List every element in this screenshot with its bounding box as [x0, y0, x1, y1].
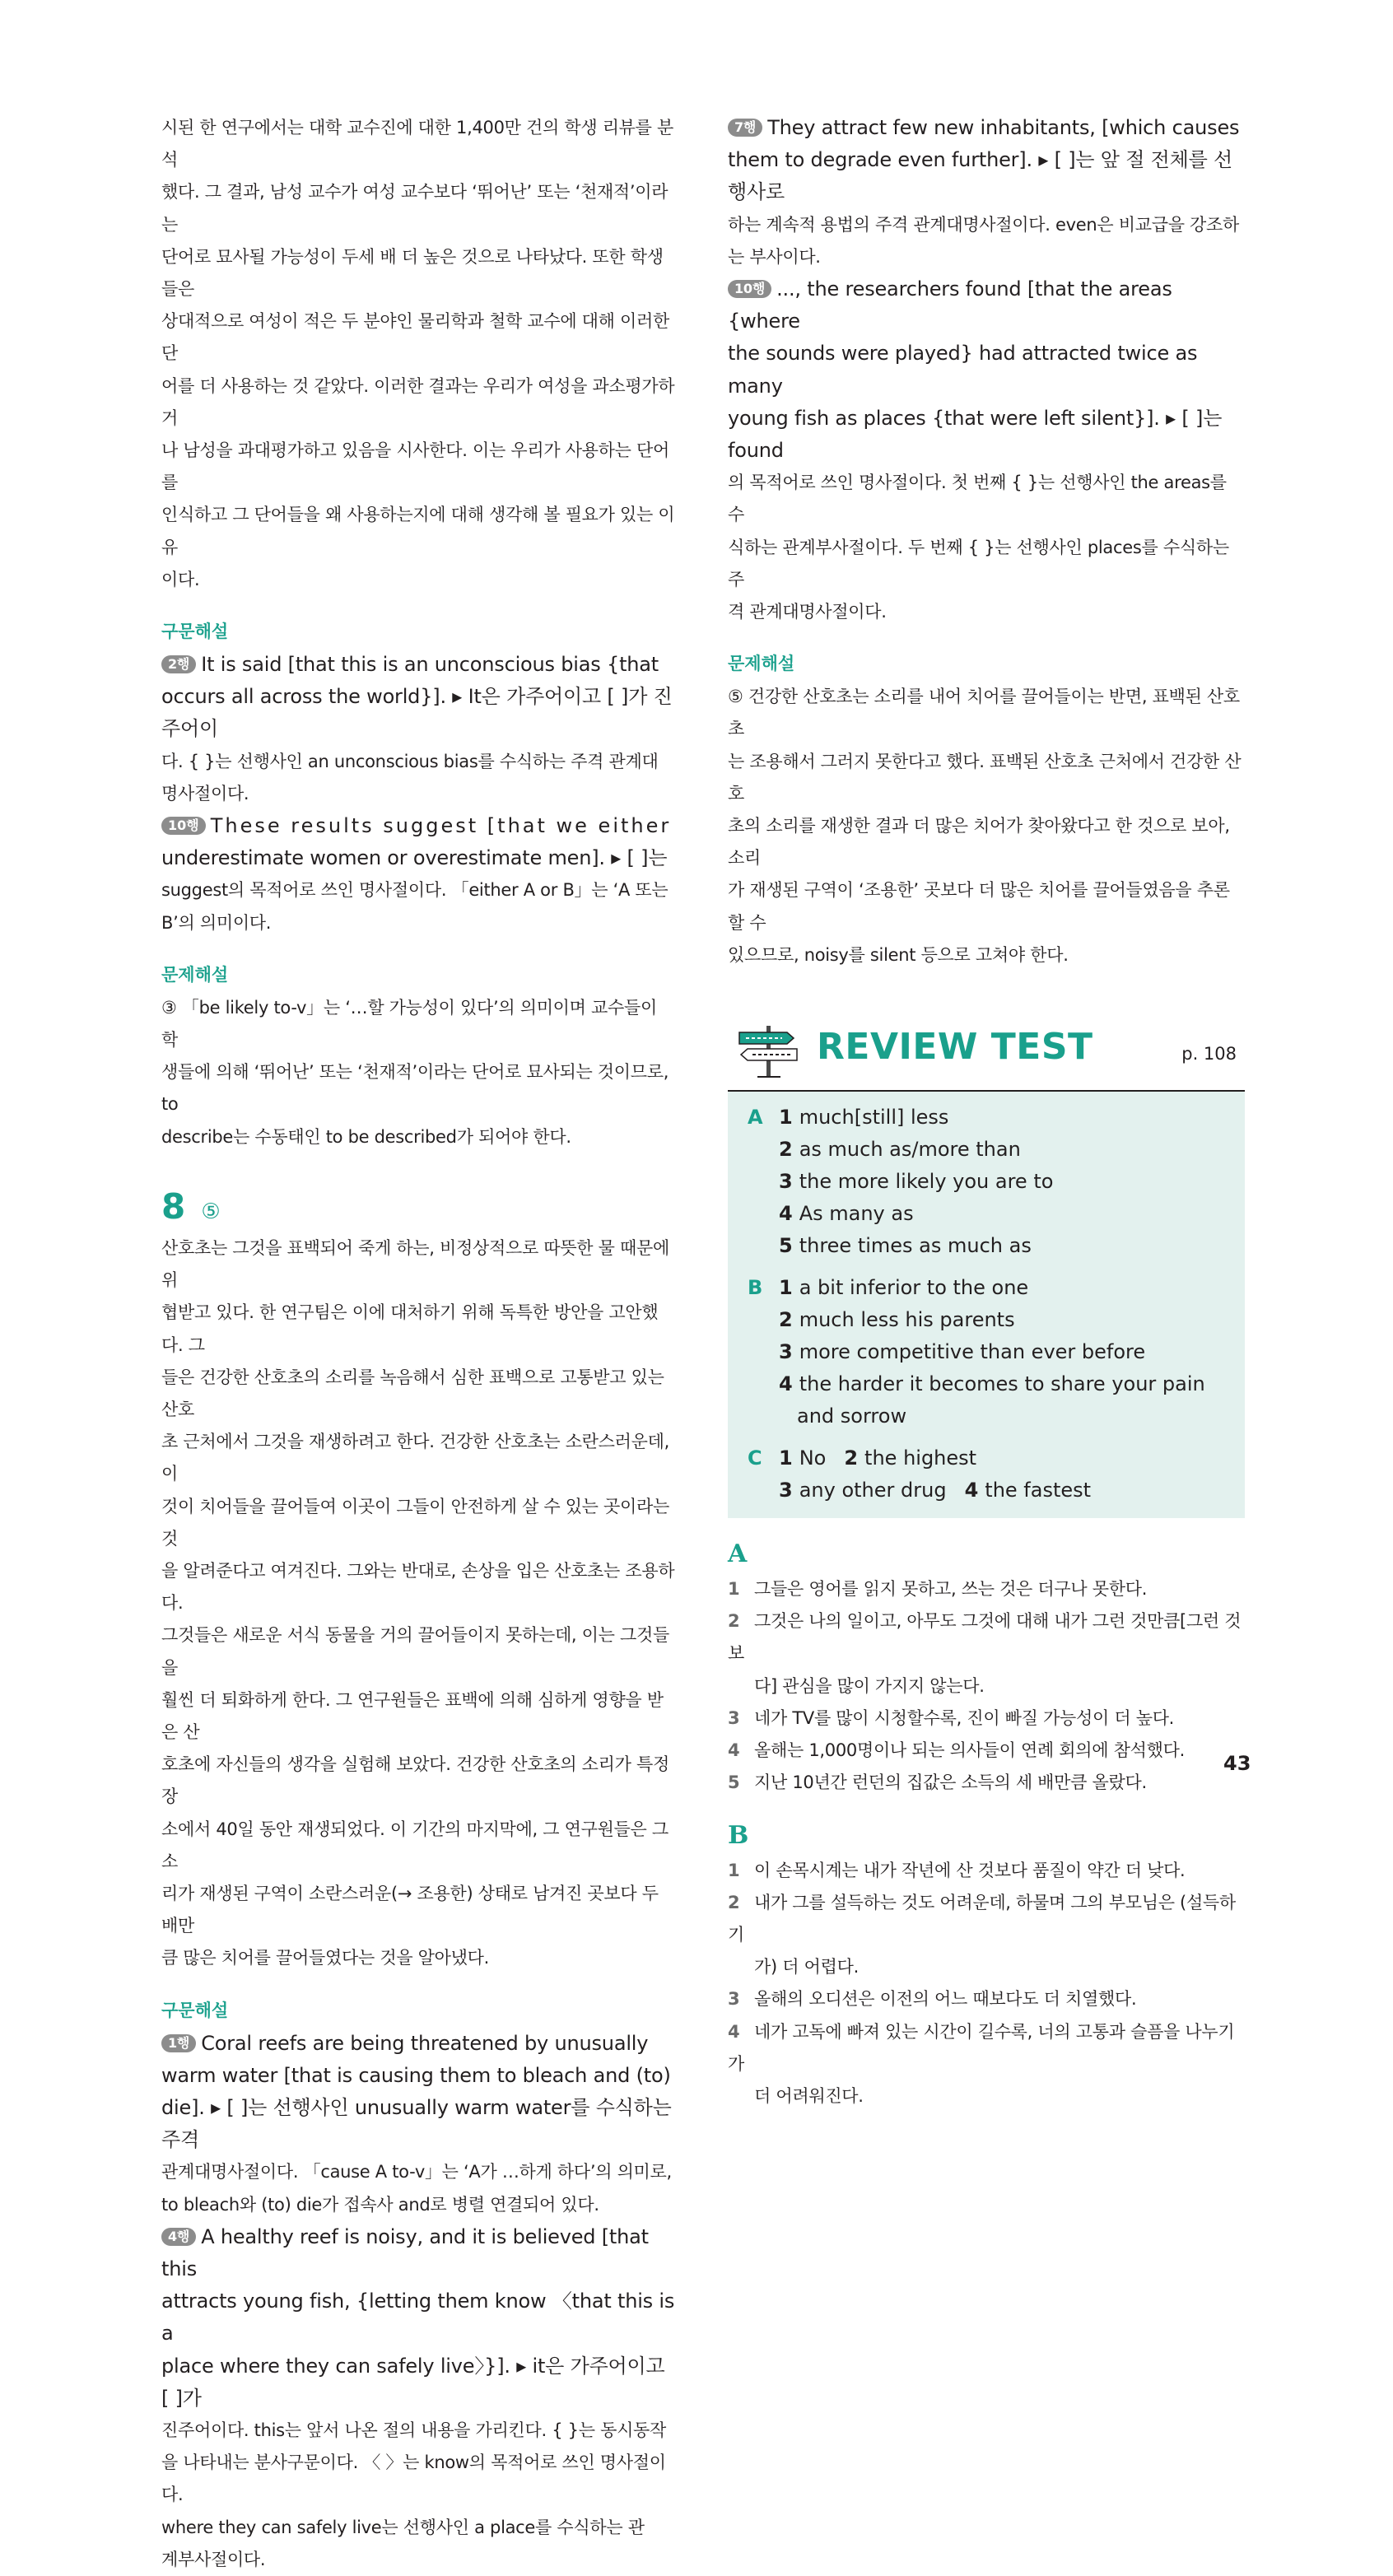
page-reference: p. 108: [1181, 1044, 1237, 1064]
text-line: the sounds were played} had attracted twice as many: [728, 342, 1198, 398]
text-line: 관계대명사절이다. 「cause A to-v」는 ‘A가 …하게 하다’의 의미로,: [161, 2162, 672, 2182]
answer-text: the highest: [864, 1446, 977, 1470]
review-group-b: [748, 1272, 1225, 1432]
line-tag: 2행: [161, 655, 196, 673]
group-letter: A: [748, 1106, 763, 1130]
answer-number: 3: [779, 1340, 793, 1364]
intro-translation: [161, 112, 678, 596]
line-tag: 4행: [161, 2228, 196, 2246]
list-item-cont: 다] 관심을 많이 가지지 않는다.: [754, 1675, 985, 1696]
syntax-note: [161, 2221, 678, 2576]
note-text: Coral reefs are being threatened by unusually: [201, 2031, 649, 2055]
list-item: [728, 2016, 1245, 2080]
answer-row: [748, 1198, 1225, 1230]
text-line: 그것들은 새로운 서식 동물을 거의 끌어들이지 못하는데, 이는 그것들을: [161, 1625, 669, 1678]
syntax-note: [728, 112, 1245, 273]
left-column: [161, 112, 678, 2576]
text-line: 격 관계대명사절이다.: [728, 602, 887, 622]
text-line: underestimate women or overestimate men]. ▸ [ ]는: [161, 846, 668, 870]
note-text: It is said [that this is an unconscious bias {that: [201, 653, 659, 677]
list-item: [728, 1983, 1245, 2015]
group-letter: B: [748, 1276, 763, 1300]
page-number: 43: [1223, 1752, 1251, 1775]
section-a-translations: [728, 1573, 1245, 1799]
line-tag: 10행: [161, 817, 206, 835]
answer-row: [748, 1102, 1225, 1134]
answer-number: 2: [779, 1138, 793, 1162]
question-number: 8: [161, 1186, 186, 1227]
item-text: 지난 10년간 런던의 집값은 소득의 세 배만큼 올랐다.: [754, 1772, 1147, 1793]
review-test-title: REVIEW TEST: [817, 1026, 1093, 1069]
answer-text: as much as/more than: [799, 1138, 1021, 1162]
question-answer: ⑤: [201, 1199, 221, 1224]
item-number: 3: [728, 1989, 740, 2010]
item-number: 2: [728, 1611, 740, 1632]
answer-row: [748, 1134, 1225, 1166]
answer-row: [748, 1442, 1225, 1474]
text-line: 하는 계속적 용법의 주격 관계대명사절이다. even은 비교급을 강조하: [728, 214, 1240, 235]
answer-number: 3: [779, 1170, 793, 1194]
text-line: occurs all across the world}]. ▸ It은 가주어이고 [ ]가 진주어이: [161, 685, 673, 741]
text-line: 이다.: [161, 569, 200, 589]
answer-text: the more likely you are to: [799, 1170, 1054, 1194]
section-b-label: B: [728, 1820, 749, 1850]
text-line: 협받고 있다. 한 연구팀은 이에 대처하기 위해 독특한 방안을 고안했다. 그: [161, 1302, 659, 1355]
line-tag: 7행: [728, 119, 762, 137]
passage-translation: [161, 1232, 678, 1975]
review-test-header: [728, 1016, 1245, 1092]
section-a-label: A: [728, 1540, 748, 1569]
text-line: [161, 2028, 678, 2060]
note-text: A healthy reef is noisy, and it is believed [that this: [161, 2224, 649, 2280]
note-text: ..., the researchers found [that the areas {where: [728, 277, 1172, 333]
text-line: 단어로 묘사될 가능성이 두세 배 더 높은 것으로 나타났다. 또한 학생들은: [161, 246, 664, 300]
text-line: describe는 수동태인 to be described가 되어야 한다.: [161, 1126, 571, 1147]
text-line: 진주어이다. this는 앞서 나온 절의 내용을 가리킨다. { }는 동시동작: [161, 2420, 667, 2440]
answer-number: 2: [844, 1446, 859, 1470]
answer-row: [748, 1166, 1225, 1198]
text-line: 어를 더 사용하는 것 같았다. 이러한 결과는 우리가 여성을 과소평가하거: [161, 375, 675, 428]
answer-number: 4: [779, 1372, 793, 1396]
text-line: B’의 의미이다.: [161, 912, 272, 933]
answer-text: a bit inferior to the one: [799, 1276, 1029, 1300]
text-line: 있으므로, noisy를 silent 등으로 고쳐야 한다.: [728, 944, 1069, 965]
text-line: 했다. 그 결과, 남성 교수가 여성 교수보다 ‘뛰어난’ 또는 ‘천재적’이라는: [161, 182, 669, 235]
list-item: [728, 1703, 1245, 1735]
text-line: 호초에 자신들의 생각을 실험해 보았다. 건강한 산호초의 소리가 특정 장: [161, 1754, 669, 1807]
text-line: 큼 많은 치어를 끌어들였다는 것을 알아냈다.: [161, 1948, 489, 1968]
text-line: 훨씬 더 퇴화하게 한다. 그 연구원들은 표백에 의해 심하게 영향을 받은 산: [161, 1689, 664, 1742]
problem-explanation: [728, 681, 1245, 971]
item-text: 올해는 1,000명이나 되는 의사들이 연례 회의에 참석했다.: [754, 1740, 1185, 1761]
text-line: 식하는 관계부사절이다. 두 번째 { }는 선행사인 places를 수식하는 주: [728, 537, 1229, 589]
answer-row: [748, 1368, 1225, 1400]
list-item: [728, 1887, 1245, 1951]
text-line: place where they can safely live〉}]. ▸ it은 가주어이고 [ ]가: [161, 2354, 665, 2410]
answer-text: any other drug: [799, 1479, 947, 1502]
line-tag: 1행: [161, 2034, 196, 2052]
text-line: [728, 112, 1245, 144]
answer-number: 3: [779, 1479, 793, 1502]
text-line: 는 부사이다.: [728, 246, 821, 267]
item-text: 그것은 나의 일이고, 아무도 그것에 대해 내가 그런 것만큼[그런 것보: [728, 1611, 1242, 1664]
item-number: 4: [728, 2021, 740, 2042]
answer-row: [748, 1474, 1225, 1507]
item-text: 이 손목시계는 내가 작년에 산 것보다 품질이 약간 더 낮다.: [754, 1860, 1186, 1880]
text-line: [161, 649, 678, 681]
item-number: 1: [728, 1579, 740, 1600]
problem-explanation: [161, 992, 678, 1153]
problem-heading: 문제해설: [161, 964, 229, 985]
question-header: [161, 1186, 678, 1232]
syntax-note: [161, 2028, 678, 2221]
text-line: 것이 치어들을 끌어들여 이곳이 그들이 안전하게 살 수 있는 곳이라는 것: [161, 1496, 669, 1549]
answer-text: the harder it becomes to share your pain: [799, 1372, 1205, 1396]
answer-number: 2: [779, 1308, 793, 1332]
answer-number: 4: [779, 1202, 793, 1226]
text-line: 시된 한 연구에서는 대학 교수진에 대한 1,400만 건의 학생 리뷰를 분석: [161, 118, 674, 170]
answer-text: much less his parents: [799, 1308, 1015, 1332]
list-item: [728, 1855, 1245, 1887]
answer-text: No: [799, 1446, 827, 1470]
review-group-c: [748, 1442, 1225, 1507]
answer-text: much[still] less: [799, 1106, 949, 1130]
answer-text: the fastest: [985, 1479, 1092, 1502]
text-line: ⑤ 건강한 산호초는 소리를 내어 치어를 끌어들이는 반면, 표백된 산호초: [728, 687, 1240, 739]
text-line: 리가 재생된 구역이 소란스러운(→ 조용한) 상태로 남겨진 곳보다 두 배만: [161, 1883, 659, 1936]
text-line: 을 나타내는 분사구문이다. 〈 〉는 know의 목적어로 쓰인 명사절이다.: [161, 2453, 666, 2505]
list-item-cont: 더 어려워진다.: [754, 2085, 864, 2106]
answer-row: [748, 1304, 1225, 1336]
text-line: 상대적으로 여성이 적은 두 분야인 물리학과 철학 교수에 대해 이러한 단: [161, 311, 669, 364]
item-number: 4: [728, 1740, 740, 1761]
text-line: 계부사절이다.: [161, 2549, 266, 2569]
list-item-cont: 가) 더 어렵다.: [754, 1957, 859, 1977]
item-text: 그들은 영어를 읽지 못하고, 쓰는 것은 더구나 못한다.: [754, 1579, 1148, 1600]
text-line: 들은 건강한 산호초의 소리를 녹음해서 심한 표백으로 고통받고 있는 산호: [161, 1367, 664, 1419]
right-column: [728, 112, 1245, 2113]
syntax-heading: 구문해설: [161, 2000, 229, 2020]
item-number: 5: [728, 1772, 740, 1793]
answer-text: As many as: [799, 1202, 914, 1226]
problem-heading: 문제해설: [728, 654, 795, 674]
item-text: 내가 그를 설득하는 것도 어려운데, 하물며 그의 부모님은 (설득하기: [728, 1892, 1236, 1945]
text-line: die]. ▸ [ ]는 선행사인 unusually warm water를 수식하는 주격: [161, 2095, 672, 2152]
text-line: 생들에 의해 ‘뛰어난’ 또는 ‘천재적’이라는 단어로 묘사되는 것이므로, to: [161, 1062, 669, 1115]
group-letter: C: [748, 1446, 762, 1470]
text-line: young fish as places {that were left silent}]. ▸ [ ]는 found: [728, 406, 1223, 463]
answer-text: three times as much as: [799, 1234, 1032, 1258]
item-text: 올해의 오디션은 이전의 어느 때보다도 더 치열했다.: [754, 1989, 1137, 2010]
text-line: attracts young fish, {letting them know 〈that this is a: [161, 2290, 675, 2345]
answer-text: more competitive than ever before: [799, 1340, 1146, 1364]
text-line: [728, 273, 1245, 338]
text-line: warm water [that is causing them to bleach and (to): [161, 2063, 671, 2087]
signpost-icon: [736, 1021, 802, 1082]
review-group-a: [748, 1102, 1225, 1262]
note-text: These results suggest [that we either: [210, 814, 672, 838]
text-line: 가 재생된 구역이 ‘조용한’ 곳보다 더 많은 치어를 끌어들였음을 추론할 수: [728, 880, 1230, 933]
section-b-translations: [728, 1855, 1245, 2113]
text-line: suggest의 목적어로 쓰인 명사절이다. 「either A or B」는 ‘A 또는: [161, 880, 669, 901]
answer-number: 1: [779, 1276, 793, 1300]
text-line: 는 조용해서 그러지 못한다고 했다. 표백된 산호초 근처에서 건강한 산호: [728, 751, 1242, 804]
answer-number: 1: [779, 1446, 793, 1470]
text-line: 의 목적어로 쓰인 명사절이다. 첫 번째 { }는 선행사인 the areas를 수: [728, 473, 1227, 525]
text-line: [161, 2221, 678, 2285]
text-line: 초 근처에서 그것을 재생하려고 한다. 건강한 산호초는 소란스러운데, 이: [161, 1432, 669, 1484]
text-line: where they can safely live는 선행사인 a place를 수식하는 관: [161, 2517, 645, 2537]
note-text: They attract few new inhabitants, [which causes: [767, 116, 1240, 139]
answer-row: [748, 1272, 1225, 1304]
list-item: [728, 1735, 1245, 1767]
text-line: 명사절이다.: [161, 783, 249, 804]
answer-row: [748, 1230, 1225, 1262]
list-item: [728, 1573, 1245, 1605]
line-tag: 10행: [728, 280, 771, 298]
answer-text: and sorrow: [797, 1404, 907, 1428]
text-line: [161, 810, 678, 842]
item-number: 3: [728, 1707, 740, 1728]
text-line: 나 남성을 과대평가하고 있음을 시사한다. 이는 우리가 사용하는 단어를: [161, 440, 669, 493]
answer-number: 5: [779, 1234, 793, 1258]
list-item: [728, 1767, 1245, 1799]
answer-row: [748, 1336, 1225, 1368]
text-line: ③ 「be likely to-v」는 ‘…할 가능성이 있다’의 의미이며 교수들이 학: [161, 997, 657, 1050]
syntax-note: [728, 273, 1245, 628]
answer-number: 4: [964, 1479, 979, 1502]
answer-number: 1: [779, 1106, 793, 1130]
text-line: them to degrade even further]. ▸ [ ]는 앞 절 전체를 선행사로: [728, 148, 1232, 204]
list-item: [728, 1605, 1245, 1670]
syntax-heading: 구문해설: [161, 622, 229, 642]
answer-row: [748, 1400, 1225, 1432]
text-line: 산호초는 그것을 표백되어 죽게 하는, 비정상적으로 따뜻한 물 때문에 위: [161, 1237, 669, 1291]
item-text: 네가 TV를 많이 시청할수록, 진이 빠질 가능성이 더 높다.: [754, 1707, 1175, 1728]
text-line: to bleach와 (to) die가 접속사 and로 병렬 연결되어 있다.: [161, 2194, 599, 2215]
syntax-note: [161, 810, 678, 939]
review-answer-box: [728, 1092, 1245, 1518]
text-line: 인식하고 그 단어들을 왜 사용하는지에 대해 생각해 볼 필요가 있는 이유: [161, 505, 675, 557]
item-text: 네가 고독에 빠져 있는 시간이 길수록, 너의 고통과 슬픔을 나누기가: [728, 2021, 1235, 2074]
text-line: 을 알려준다고 여겨진다. 그와는 반대로, 손상을 입은 산호초는 조용하다.: [161, 1560, 675, 1614]
text-line: 소에서 40일 동안 재생되었다. 이 기간의 마지막에, 그 연구원들은 그 소: [161, 1819, 669, 1871]
syntax-note: [161, 649, 678, 810]
item-number: 2: [728, 1892, 740, 1912]
text-line: 초의 소리를 재생한 결과 더 많은 치어가 찾아왔다고 한 것으로 보아, 소리: [728, 816, 1230, 869]
text-line: 다. { }는 선행사인 an unconscious bias를 수식하는 주격 관계대: [161, 751, 659, 771]
item-number: 1: [728, 1860, 740, 1880]
